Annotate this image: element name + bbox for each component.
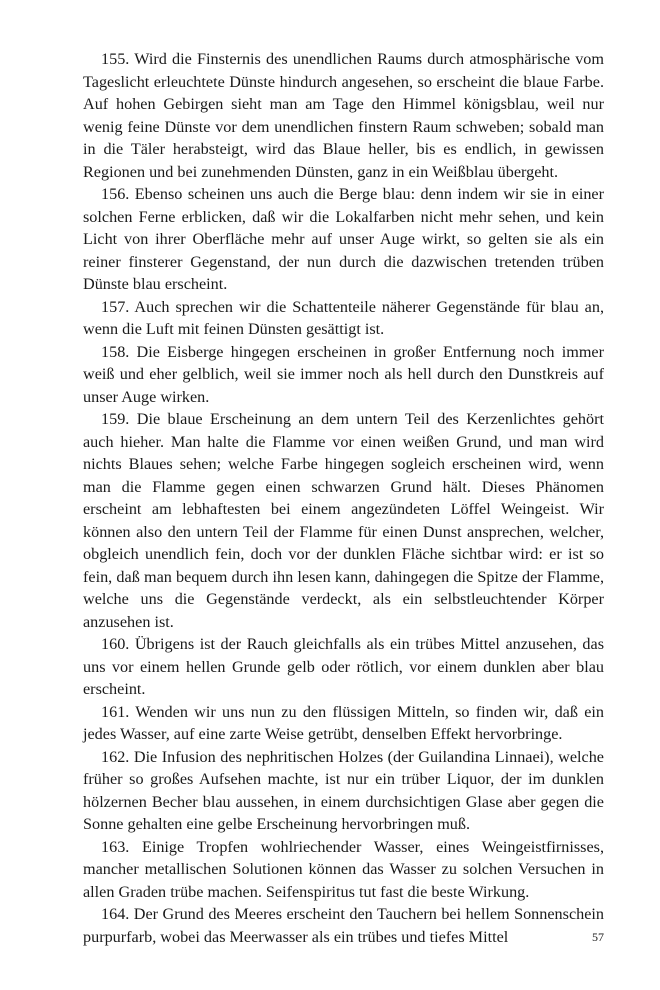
paragraph-155: 155. Wird die Finsternis des unendlichen Raums durch atmosphärische vom Tageslicht erleuchtete Dünste hindurch angesehen, so erscheint die blaue Farbe. Auf hohen Gebirgen sieht man am Tage den Himmel königsblau, weil nur wenig feine Dünste vor dem unendlichen finstern Raum schweben; sobald man in die Täler herabsteigt, wird das Blaue heller, bis es endlich, in gewissen Regionen und bei zunehmenden Dünsten, ganz in ein Weißblau übergeht.: [83, 50, 604, 181]
paragraph-157: 157. Auch sprechen wir die Schattenteile näherer Gegenstände für blau an, wenn die Luft mit feinen Dünsten gesättigt ist.: [83, 297, 604, 338]
paragraph-156: 156. Ebenso scheinen uns auch die Berge blau: denn indem wir sie in einer solchen Ferne erblicken, daß wir die Lokalfarben nicht mehr sehen, und kein Licht von ihrer Oberfläche mehr auf unser Auge wirkt, so gelten sie als ein reiner finsterer Gegenstand, der nun durch die dazwischen tretenden trüben Dünste blau erscheint.: [83, 185, 604, 293]
paragraph-162: 162. Die Infusion des nephritischen Holzes (der Guilandina Linnaei), welche früher so großes Aufsehen machte, ist nur ein trüber Liquor, der im dunklen hölzernen Becher blau aussehen, in einem durchsichtigen Glase aber gegen die Sonne gehalten eine gelbe Erscheinung hervorbringen muß.: [83, 747, 604, 833]
paragraph-164: 164. Der Grund des Meeres erscheint den Tauchern bei hellem Sonnenschein purpurfarb, wobei das Meerwasser als ein trübes und tiefes Mittel: [83, 905, 604, 946]
paragraph-161: 161. Wenden wir uns nun zu den flüssigen Mitteln, so finden wir, daß ein jedes Wasser, auf eine zarte Weise getrübt, denselben Effekt hervorbringe.: [83, 702, 604, 743]
paragraph-163: 163. Einige Tropfen wohlriechender Wasser, eines Weingeistfirnisses, mancher metallischen Solutionen können das Wasser zu solchen Versuchen in allen Graden trübe machen. Seifenspiritus tut fast die beste Wirkung.: [83, 837, 604, 901]
paragraph-160: 160. Übrigens ist der Rauch gleichfalls als ein trübes Mittel anzusehen, das uns vor einem hellen Grunde gelb oder rötlich, vor einem dunklen aber blau erscheint.: [83, 635, 604, 698]
paragraph-159: 159. Die blaue Erscheinung an dem untern Teil des Kerzenlichtes gehört auch hieher. Man halte die Flamme vor einen weißen Grund, und man wird nichts Blaues sehen; welche Farbe hingegen sogleich erscheinen wird, wenn man die Flamme gegen einen schwarzen Grund hält. Dieses Phänomen erscheint am lebhaftesten bei einem angezündeten Löffel Weingeist. Wir können also den untern Teil der Flamme für einen Dunst ansprechen, welcher, obgleich unendlich fein, doch vor der dunklen Fläche sichtbar wird: er ist so fein, daß man bequem durch ihn lesen kann, dahingegen die Spitze der Flamme, welche uns die Gegenstände verdeckt, als ein selbstleuchtender Körper anzusehen ist.: [83, 410, 604, 631]
paragraph-158: 158. Die Eisberge hingegen erscheinen in großer Entfernung noch immer weiß und eher gelblich, weil sie immer noch als hell durch den Dunstkreis auf unser Auge wirken.: [83, 342, 604, 406]
page-number: 57: [592, 930, 604, 944]
page-body: [83, 48, 604, 948]
